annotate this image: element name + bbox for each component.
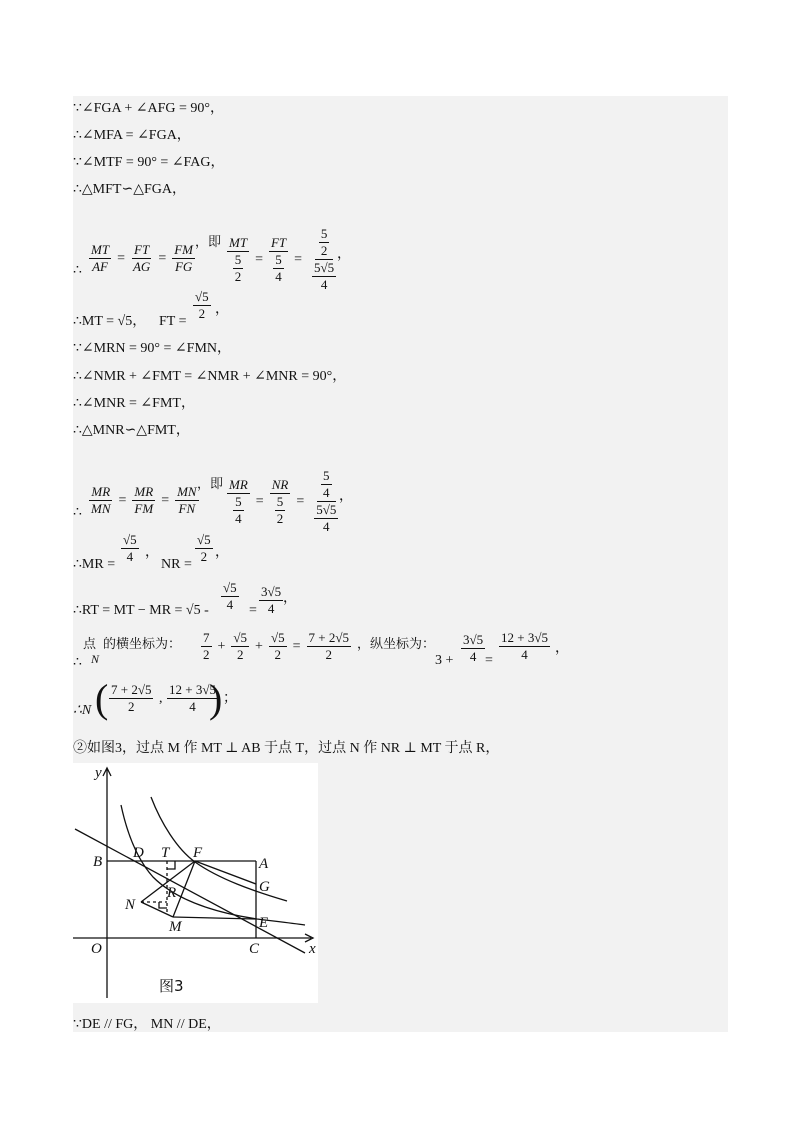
figure-caption: 图3 (159, 977, 184, 995)
figure-3-svg (73, 763, 318, 1003)
label-n: N (125, 897, 136, 913)
frac-sqrt5-4: $\frac{√5}{4}$ (123, 532, 137, 564)
document-page: ∵∠FGA + ∠AFG = 90°， ∴∠MFA = ∠FGA， ∵∠MTF = 90° = ∠FAG， ∴△MFT∽△FGA， ∴ $\frac{MT}{AF}$ = $\frac{FT}{AG}$ = $\frac{FM}{FG}$ ，即 $\frac{MT}{\frac{5}{2}}$ = $\frac{FT}{\frac{5}{4}}$ = $\frac{\frac{5}{2}}{\frac{5√5}{4}}$ ， ∴MT = √5， FT = $\frac{√5}{2}$ ， ∵∠MRN = 90° = ∠FMN， ∴∠NMR + ∠FMT = ∠NMR + ∠MNR = 90°， ∴∠MNR = ∠FMT， ∴△MNR∽△FMT， ∴ $\frac{MR}{MN}$ = $\frac{MR}{FM}$ = $\frac{MN}{FN}$ ，即 $\frac{MR}{\frac{5}{4}}$ = $\frac{NR}{\frac{5}{2}}$ = $\frac{\frac{5}{4}}{\frac{5√5}{4}}$ ， ∴MR = $\frac{√5}{4}$ ， NR = $\frac{√5}{2}$ ， ∴RT = MT − MR = √5 - $\frac{√5}{4}$ = $\frac{3√5}{4}$ ， ∴ 点 N 的横坐标为： $\frac{7}{2}$ + $\frac{√5}{2}$ + $\frac{√5}{2}$ = $\frac{7 + 2√5}{2}$ ，纵坐标为： 3 + $\frac{3√5}{4}$ = $\frac{12 + 3√5}{4}$ ， ∴N ( $\frac{7 + 2√5}{2}$ , $\frac{12 + 3√5}{4}$ ) ； ②如图3，过点 M 作 MT ⊥ AB 于点 T，过点 N 作 NR ⊥ MT 于点 R， y x O B D T F A G R N M E C 图3 ∵DE // FG， MN // DE， (73, 96, 728, 1032)
line-2: ∴∠MFA = ∠FGA， (73, 128, 191, 143)
frac-sqrt5-4b: $\frac{√5}{4}$ (223, 580, 237, 612)
label-d: D (133, 845, 144, 861)
label-jieji: ，即 (195, 235, 222, 250)
frac-ft-5-4: $\frac{FT}{\frac{5}{4}}$ (270, 234, 287, 284)
line-4: ∴△MFT∽△FGA， (73, 182, 186, 197)
label-y: y (95, 765, 102, 781)
frac-mr-mn: $\frac{MR}{MN}$ (91, 484, 111, 516)
frac-mt-5-2: $\frac{MT}{\frac{5}{2}}$ (229, 234, 248, 284)
n-x-sum: $\frac{7}{2}$ + $\frac{√5}{2}$ + $\frac{√5}{2}$ = $\frac{7 + 2√5}{2}$ (203, 630, 349, 662)
frac-5-2-over-5sqrt5-4: $\frac{\frac{5}{2}}{\frac{5√5}{4}}$ (314, 226, 335, 292)
line-8: ∴∠NMR + ∠FMT = ∠NMR + ∠MNR = 90°， (73, 369, 347, 384)
line-7: ∵∠MRN = 90° = ∠FMN， (73, 341, 231, 356)
line-16: ②如图3，过点 M 作 MT ⊥ AB 于点 T，过点 N 作 NR ⊥ MT 于点 R， (73, 741, 500, 756)
frac-fm-fg: $\frac{FM}{FG}$ (174, 242, 193, 274)
line-10: ∴△MNR∽△FMT， (73, 423, 190, 438)
line-1: ∵∠FGA + ∠AFG = 90°， (73, 101, 224, 116)
frac-5-4-over-5sqrt5-4: $\frac{\frac{5}{4}}{\frac{5√5}{4}}$ (316, 468, 337, 534)
segment-nm (141, 902, 173, 917)
frac-sqrt5-2b: $\frac{√5}{2}$ (197, 532, 211, 564)
label-t: T (161, 845, 170, 861)
label-o: O (91, 941, 102, 957)
therefore: ∴ (73, 263, 82, 278)
line-3: ∵∠MTF = 90° = ∠FAG， (73, 155, 225, 170)
label-m: M (169, 919, 182, 935)
line-9: ∴∠MNR = ∠FMT， (73, 396, 195, 411)
ratio-group-2: $\frac{MT}{\frac{5}{2}}$ = $\frac{FT}{\frac{5}{4}}$ = $\frac{\frac{5}{2}}{\frac{5√5}{4}}$ (225, 226, 342, 293)
frac-sqrt5-2: $\frac{√5}{2}$ (195, 289, 209, 321)
ratio-group-3: $\frac{MR}{MN}$ = $\frac{MR}{FM}$ = $\frac{MN}{FN}$ (91, 484, 197, 516)
label-c: C (249, 941, 260, 957)
frac-mt-af: $\frac{MT}{AF}$ (91, 242, 110, 274)
label-g: G (259, 879, 270, 895)
label-b: B (93, 854, 103, 870)
frac-mn-fn: $\frac{MN}{FN}$ (177, 484, 197, 516)
frac-3sqrt5-4: $\frac{3√5}{4}$ (261, 584, 282, 616)
frac-nr-5-2: $\frac{NR}{\frac{5}{2}}$ (271, 476, 289, 526)
frac-mr-fm: $\frac{MR}{FM}$ (134, 484, 154, 516)
ratio-group-1: $\frac{MT}{AF}$ = $\frac{FT}{AG}$ = $\frac{FM}{FG}$ (91, 242, 193, 274)
figure-3 (73, 763, 318, 1003)
label-e: E (259, 915, 269, 931)
frac-ft-ag: $\frac{FT}{AG}$ (132, 242, 151, 274)
ratio-group-4: $\frac{MR}{\frac{5}{4}}$ = $\frac{NR}{\frac{5}{2}}$ = $\frac{\frac{5}{4}}{\frac{5√5}{4}}$ (225, 468, 344, 535)
label-x: x (309, 941, 316, 957)
segment-fg (195, 861, 256, 884)
label-a: A (259, 856, 269, 872)
frac-mr-5-4: $\frac{MR}{\frac{5}{4}}$ (229, 476, 248, 526)
label-f: F (193, 845, 203, 861)
curve-lower (121, 805, 305, 925)
right-angle-t (167, 861, 175, 869)
right-angle-r (159, 902, 167, 908)
line-de (75, 829, 305, 953)
label-r: R (167, 885, 177, 901)
line-17: ∵DE // FG， MN // DE， (73, 1017, 221, 1032)
